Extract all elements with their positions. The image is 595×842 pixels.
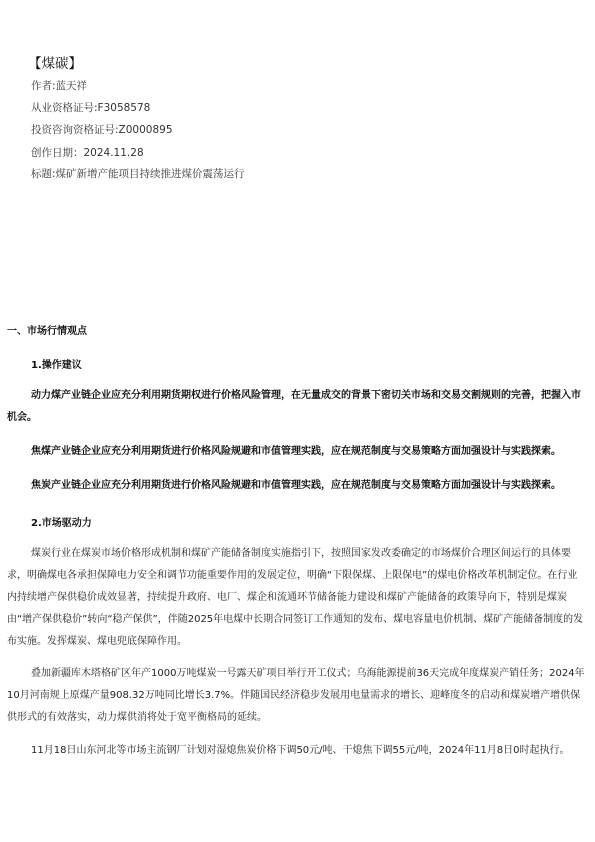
advice-paragraph-thermal-coal: 动力煤产业链企业应充分利用期货期权进行价格风险管理，在无量成交的背景下密切关市场和交易交割规则的完善，把握入市机会。	[7, 390, 581, 423]
subject-line: 标题:煤矿新增产能项目持续推进煤价震荡运行	[31, 168, 245, 180]
section-heading-market-view: 一、市场行情观点	[7, 326, 87, 337]
driver-paragraph-policy: 煤炭行业在煤炭市场价格形成机制和煤矿产能储备制度实施指引下，按照国家发改委确定的市场煤价合理区间运行的具体要求，明确煤电各承担保障电力安全和调节功能重要作用的发展定位，明确“下限保煤、上限保电”的煤电价格改革机制定位。在行业内持续增产保供稳价成效显著，持续提升政府、电厂、煤企和流通环节储备能力建设和煤矿产能储备的政策导向下，特别是煤炭由“增产保供稳价”转向“稳产保供”，伴随2025年电煤中长期合同签订工作通知的发布、煤电容量电价机制、煤矿产能储备制度的发布实施。发挥煤炭、煤电兜底保障作用。	[7, 548, 584, 647]
document-title: 【煤碳】	[28, 56, 82, 72]
advice-paragraph-coking-coal: 焦煤产业链企业应充分利用期货进行价格风险规避和市值管理实践，应在规范制度与交易策略方面加强设计与实践探索。	[31, 446, 561, 457]
driver-paragraph-coke-price: 11月18日山东河北等市场主流钢厂计划对湿熄焦炭价格下调50元/吨、干熄焦下调55元/吨，2024年11月8日0时起执行。	[31, 745, 570, 756]
subheading-market-drivers: 2.市场驱动力	[31, 518, 92, 529]
driver-paragraph-supply: 叠加新疆库木塔格矿区年产1000万吨煤炭一号露天矿项目举行开工仪式；乌海能源提前36天完成年度煤炭产销任务；2024年10月河南规上原煤产量908.32万吨同比增长3.7%。伴随国民经济稳步发展用电量需求的增长、迎峰度冬的启动和煤炭增产增供保供形式的有效落实，动力煤供消将处于宽平衡格局的延续。	[7, 668, 585, 723]
consult-license-line: 投资咨询资格证号:Z0000895	[31, 124, 173, 136]
document-header	[28, 52, 568, 72]
subheading-operation-advice: 1.操作建议	[31, 360, 82, 371]
license-line: 从业资格证号:F3058578	[31, 102, 151, 114]
author-line: 作者:蓝天祥	[31, 80, 88, 92]
advice-paragraph-coke: 焦炭产业链企业应充分利用期货进行价格风险规避和市值管理实践，应在规范制度与交易策略方面加强设计与实践探索。	[31, 480, 561, 491]
date-line: 创作日期：2024.11.28	[31, 147, 144, 159]
